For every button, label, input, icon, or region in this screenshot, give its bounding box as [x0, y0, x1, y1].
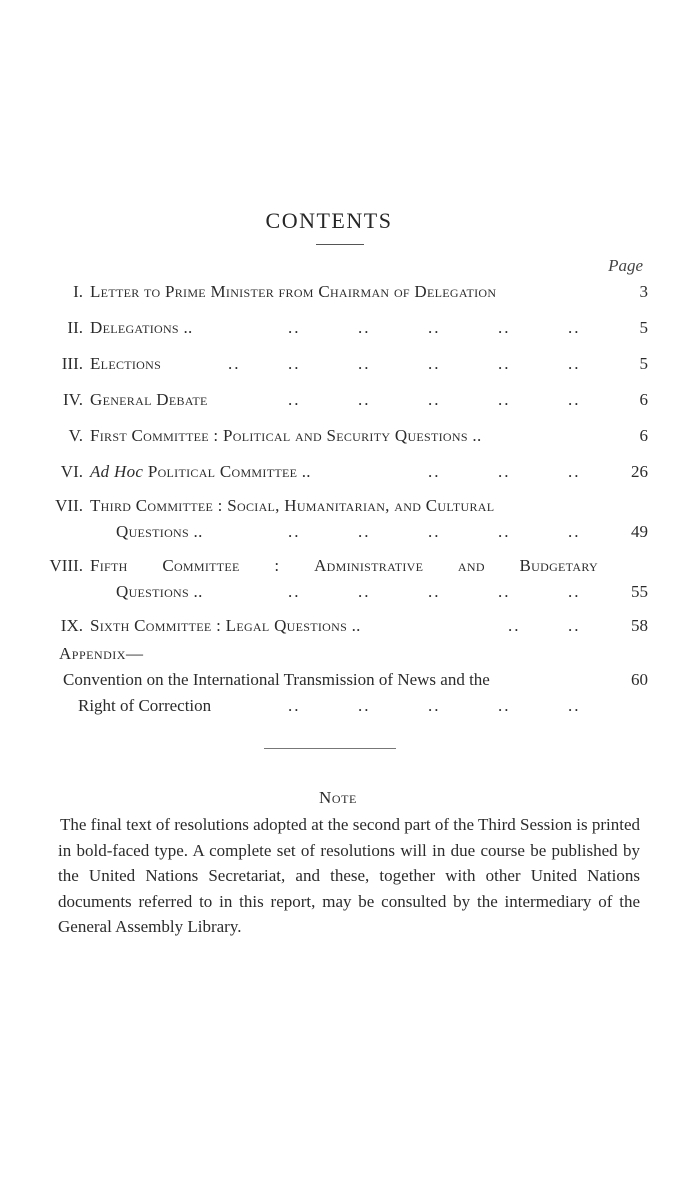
- toc-entry-7-cont: [0, 522, 700, 550]
- toc-title: Elections: [90, 354, 162, 373]
- toc-title: Delegations ..: [90, 318, 193, 337]
- toc-title-continuation: Questions ..: [116, 582, 203, 601]
- toc-title: Sixth Committee : Legal Questions ..: [90, 616, 361, 635]
- dot-leaders: .. .. .. .. ..: [288, 318, 581, 337]
- toc-title: General Debate: [90, 390, 208, 409]
- toc-entry-1: [0, 282, 700, 310]
- toc-entry-9: [0, 616, 700, 644]
- appendix-entry: [0, 670, 700, 698]
- dot-leaders: .. .. .. .. ..: [288, 696, 581, 715]
- contents-title: CONTENTS: [265, 208, 393, 233]
- toc-title: First Committee : Political and Security Questions ..: [90, 426, 482, 445]
- toc-number: VI.: [60, 462, 83, 481]
- toc-page: 5: [639, 354, 648, 373]
- toc-page: 6: [639, 426, 648, 445]
- title-rule: [316, 244, 364, 245]
- toc-entry-8: [0, 556, 700, 584]
- toc-title: Political Committee ..: [147, 462, 311, 481]
- appendix-page: 60: [631, 670, 648, 689]
- toc-number: VIII.: [49, 556, 83, 575]
- toc-page: 3: [639, 282, 648, 301]
- toc-entry-3: [0, 354, 700, 382]
- toc-number: VII.: [55, 496, 83, 515]
- toc-number: IX.: [60, 616, 83, 635]
- toc-title: Third Committee : Social, Humanitarian, and Cultural: [90, 496, 495, 515]
- note-paragraph: The final text of resolutions adopted at the second part of the Third Session is printed in bold-faced type. A complete set of resolutions will in due course be published by the United Nations Secretariat, and these, together with other United Nations documents referred to in this report, may be consulted by the intermediary of the General Assembly Library.: [58, 815, 640, 936]
- toc-title-italic: Ad Hoc: [90, 462, 144, 481]
- dot-leaders: .. .. .. .. ..: [288, 390, 581, 409]
- appendix-heading: Appendix—: [59, 644, 144, 663]
- toc-page: 49: [631, 522, 648, 541]
- toc-page: 55: [631, 582, 648, 601]
- appendix-entry-cont: [0, 696, 700, 724]
- toc-number: III.: [61, 354, 83, 373]
- dot-leaders: .. ..: [508, 616, 581, 635]
- toc-entry-6: [0, 462, 700, 490]
- dot-leaders: .. .. ..: [428, 462, 581, 481]
- appendix-title-line1: Convention on the International Transmission of News and the: [63, 670, 490, 689]
- toc-entry-2: [0, 318, 700, 346]
- toc-number: I.: [73, 282, 83, 301]
- toc-page: 5: [639, 318, 648, 337]
- section-divider: [264, 748, 396, 749]
- toc-number: V.: [68, 426, 83, 445]
- toc-page: 26: [631, 462, 648, 481]
- toc-title: Letter to Prime Minister from Chairman of Delegation: [90, 282, 497, 301]
- toc-entry-5: [0, 426, 700, 454]
- dot-leaders: .. .. .. .. ..: [288, 522, 581, 541]
- toc-title-continuation: Questions ..: [116, 522, 203, 541]
- toc-entry-8-cont: [0, 582, 700, 610]
- toc-entry-4: [0, 390, 700, 418]
- page-column-label: Page: [608, 256, 643, 275]
- toc-entry-7: [0, 496, 700, 524]
- toc-number: II.: [67, 318, 83, 337]
- appendix-title-line2: Right of Correction: [78, 696, 212, 715]
- note-heading: Note: [318, 788, 357, 807]
- dot-leaders: .. .. .. .. ..: [288, 582, 581, 601]
- toc-page: 58: [631, 616, 648, 635]
- toc-page: 6: [639, 390, 648, 409]
- toc-title-spaced: Fifth Committee : Administrative and Budgetary: [90, 556, 598, 575]
- toc-number: IV.: [63, 390, 83, 409]
- dot-leaders: .. .. .. .. .. ..: [228, 354, 581, 373]
